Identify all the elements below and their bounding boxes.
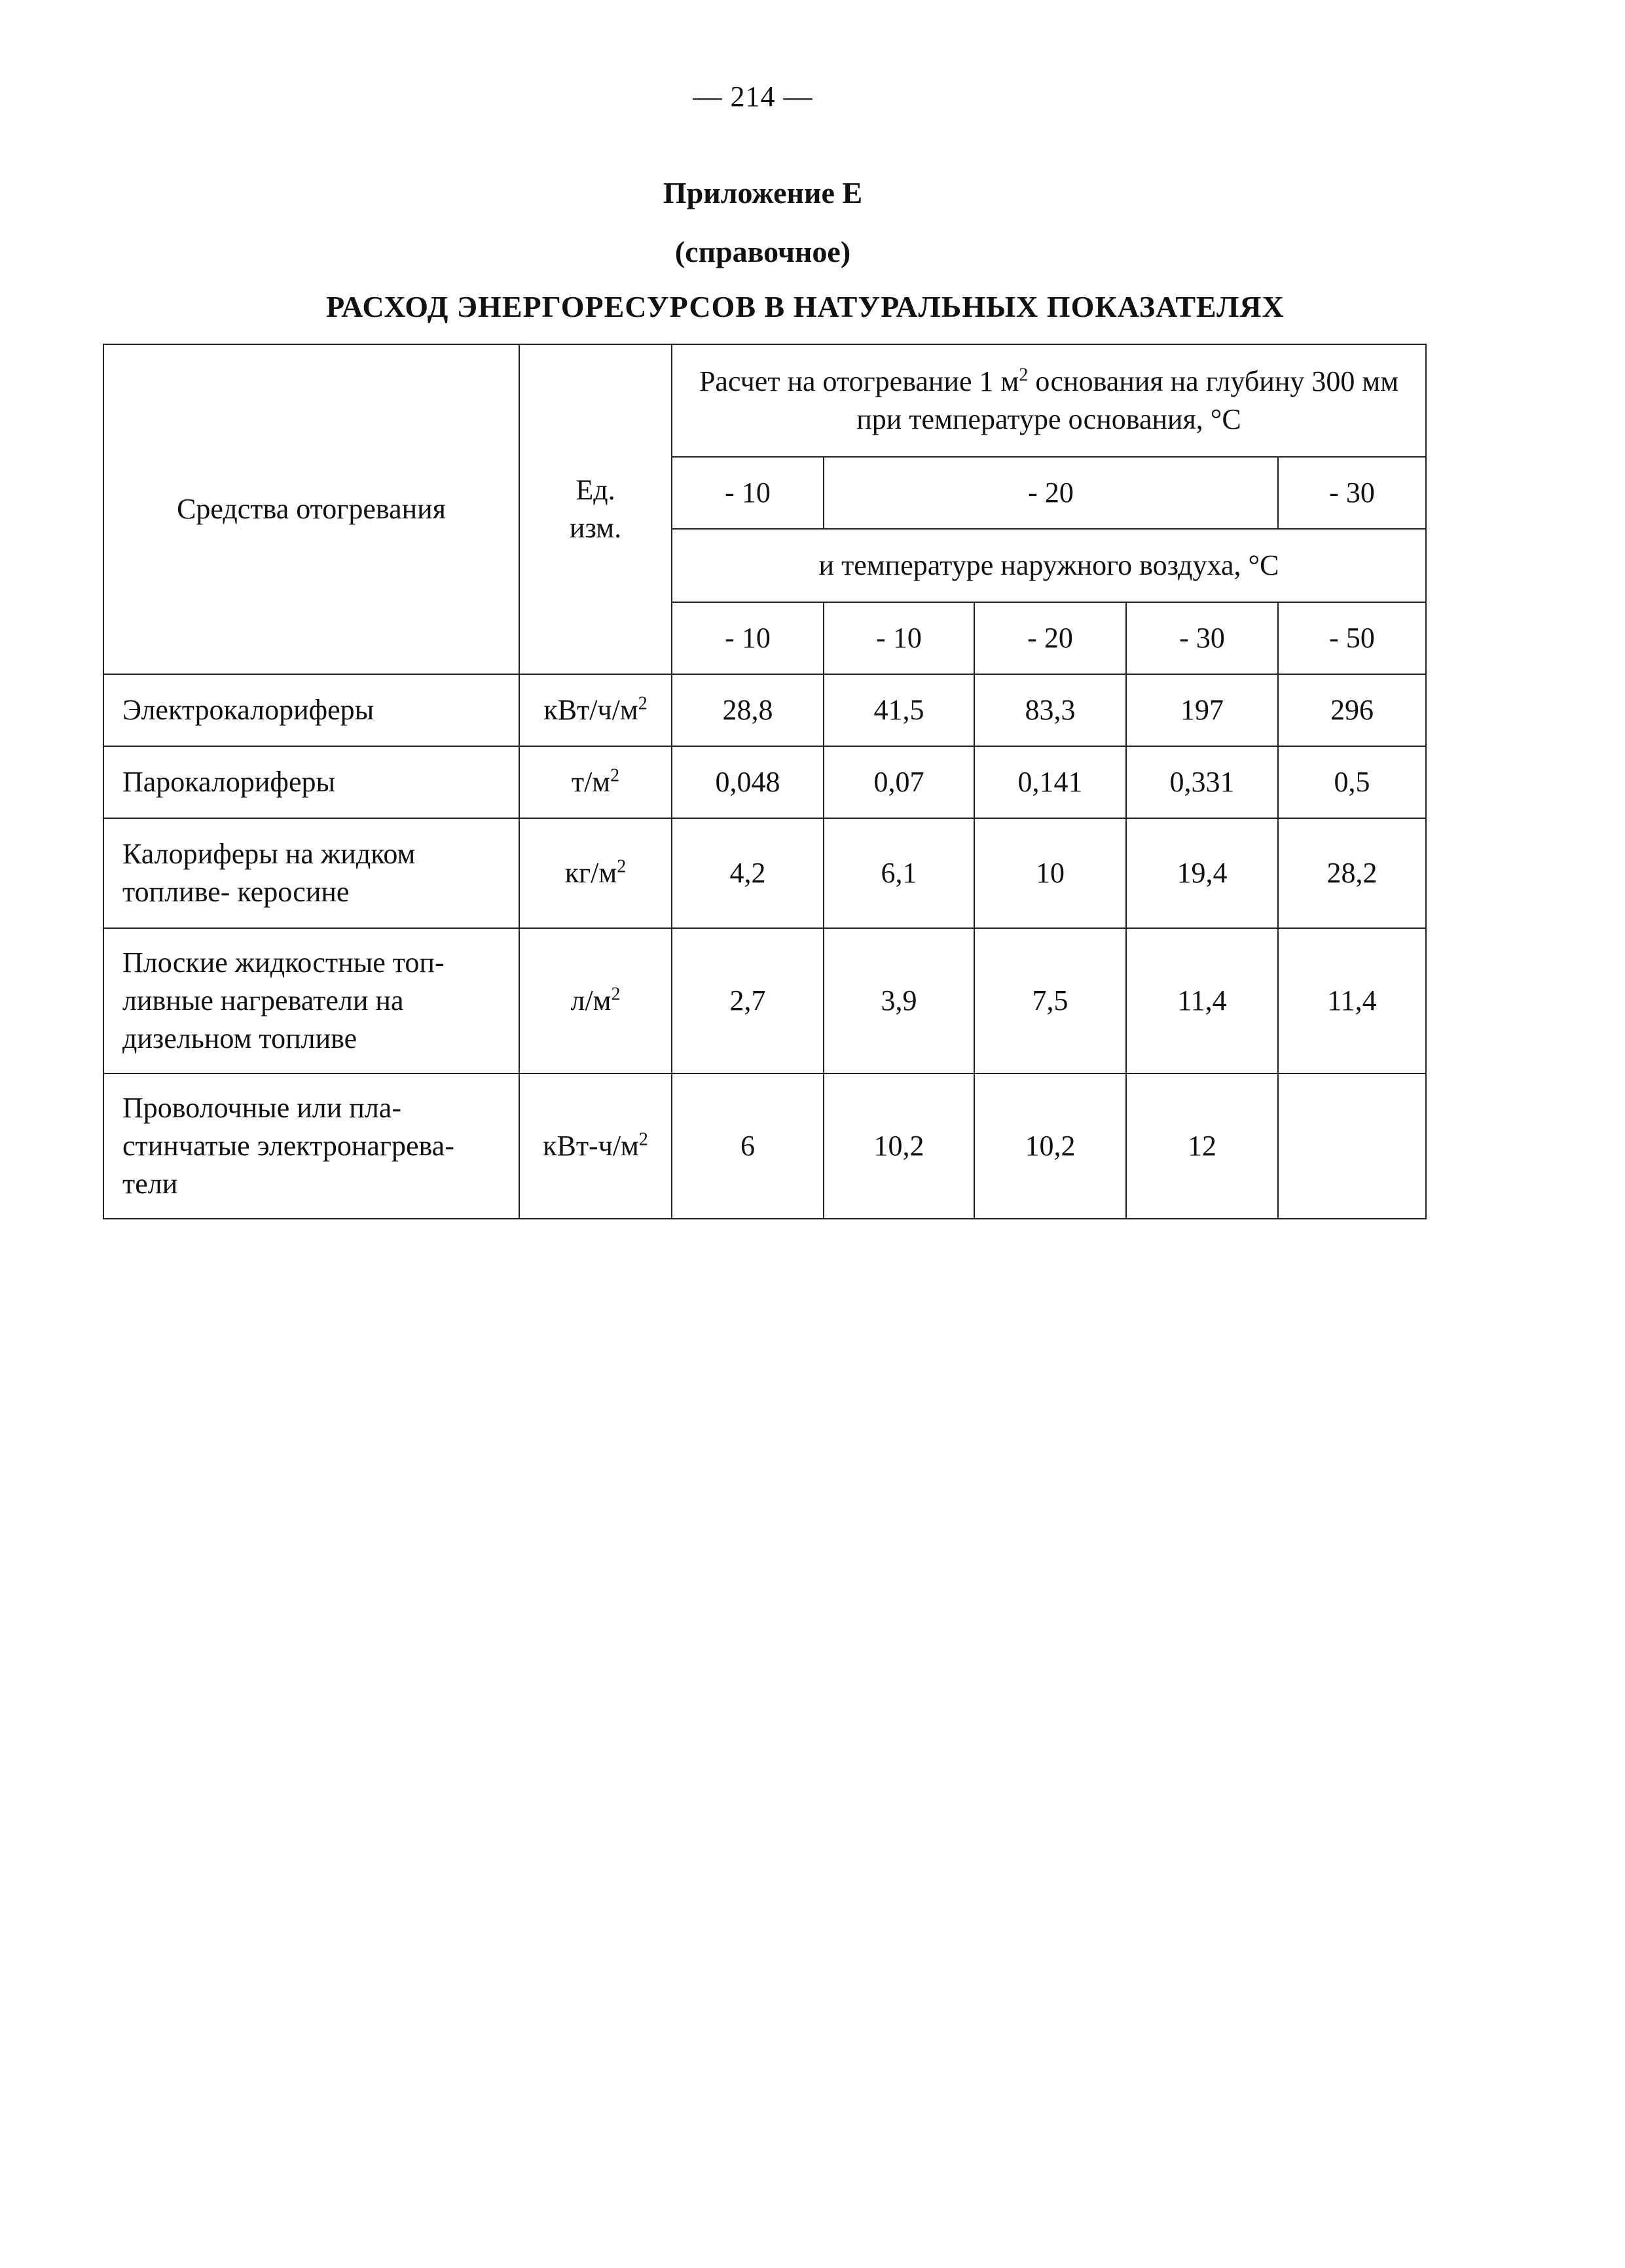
unit-sup: 2 (638, 693, 648, 714)
air-temp-cell: - 10 (672, 602, 824, 674)
air-temp-cell: - 20 (974, 602, 1126, 674)
header-means: Средства отогревания (103, 344, 519, 674)
value-cell: 10,2 (824, 1073, 974, 1219)
header-unit (519, 344, 672, 674)
value-cell: 28,2 (1278, 818, 1426, 928)
appendix-subtitle: (справочное) (674, 235, 851, 268)
header-row-caption (103, 344, 1426, 457)
page-number: — 214 — (693, 81, 813, 113)
value-cell: 6 (672, 1073, 824, 1219)
value-cell: 0,048 (672, 746, 824, 818)
unit-sup: 2 (617, 856, 627, 877)
base-temp-cell: - 20 (824, 457, 1278, 529)
value-cell: 7,5 (974, 928, 1126, 1073)
value-cell: 28,8 (672, 674, 824, 746)
calc-caption-text-2: основания на глубину 300 мм при температуре основания, °С (856, 365, 1399, 435)
row-unit (519, 746, 672, 818)
header-unit-text: Ед. изм. (569, 474, 622, 544)
table-row (103, 928, 1426, 1073)
value-cell: 0,07 (824, 746, 974, 818)
unit-sup: 2 (638, 1129, 648, 1150)
calc-caption-text: Расчет на отогревание 1 м (699, 365, 1019, 397)
row-unit (519, 818, 672, 928)
value-cell: 296 (1278, 674, 1426, 746)
row-name: Плоские жидкостные топ-ливные нагреватели на дизельном топливе (103, 928, 519, 1073)
base-temp-cell: - 30 (1278, 457, 1426, 529)
base-temp-cell: - 10 (672, 457, 824, 529)
value-cell (1278, 1073, 1426, 1219)
value-cell: 0,5 (1278, 746, 1426, 818)
value-cell: 3,9 (824, 928, 974, 1073)
value-cell: 4,2 (672, 818, 824, 928)
value-cell: 2,7 (672, 928, 824, 1073)
row-name: Калориферы на жидком топливе- керосине (103, 818, 519, 928)
unit-base: л/м (570, 984, 612, 1017)
row-name: Парокалориферы (103, 746, 519, 818)
table-row (103, 1073, 1426, 1219)
value-cell: 41,5 (824, 674, 974, 746)
air-temp-cell: - 30 (1126, 602, 1278, 674)
value-cell: 10,2 (974, 1073, 1126, 1219)
value-cell: 10 (974, 818, 1126, 928)
value-cell: 0,141 (974, 746, 1126, 818)
value-cell: 11,4 (1126, 928, 1278, 1073)
row-unit (519, 1073, 672, 1219)
appendix-title: Приложение Е (663, 176, 863, 209)
unit-sup: 2 (610, 765, 620, 786)
energy-consumption-table (103, 344, 1427, 1219)
calc-caption-sup: 2 (1019, 365, 1029, 386)
air-temp-cell: - 10 (824, 602, 974, 674)
value-cell: 83,3 (974, 674, 1126, 746)
unit-sup: 2 (611, 984, 621, 1005)
value-cell: 12 (1126, 1073, 1278, 1219)
table-row (103, 746, 1426, 818)
row-unit (519, 928, 672, 1073)
value-cell: 19,4 (1126, 818, 1278, 928)
value-cell: 6,1 (824, 818, 974, 928)
row-unit (519, 674, 672, 746)
row-name: Проволочные или пла-стинчатые электронагрева-тели (103, 1073, 519, 1219)
table-row (103, 818, 1426, 928)
unit-base: т/м (571, 766, 611, 798)
air-temp-caption: и температуре наружного воздуха, °С (672, 529, 1426, 602)
unit-base: кВт-ч/м (543, 1130, 639, 1162)
value-cell: 0,331 (1126, 746, 1278, 818)
document-heading: РАСХОД ЭНЕРГОРЕСУРСОВ В НАТУРАЛЬНЫХ ПОКАЗАТЕЛЯХ (326, 290, 1285, 323)
row-name: Электрокалориферы (103, 674, 519, 746)
air-temp-cell: - 50 (1278, 602, 1426, 674)
table-row (103, 674, 1426, 746)
unit-base: кВт/ч/м (543, 694, 638, 726)
unit-base: кг/м (564, 857, 617, 889)
value-cell: 197 (1126, 674, 1278, 746)
header-calc-caption (672, 344, 1426, 457)
value-cell: 11,4 (1278, 928, 1426, 1073)
